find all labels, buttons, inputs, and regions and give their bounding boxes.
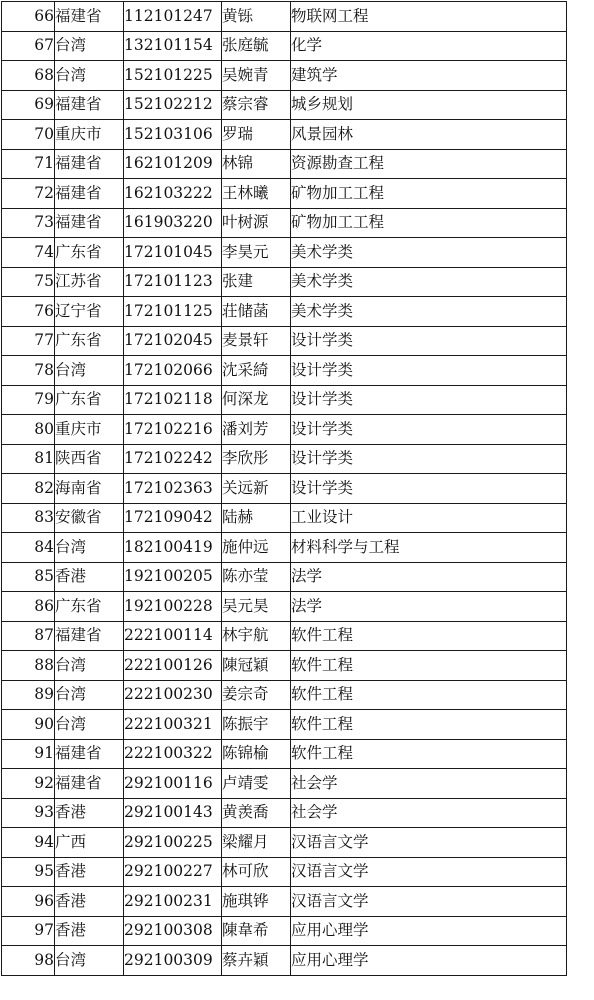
student-id-cell: 112101247 [124,2,222,32]
row-number: 82 [2,474,55,504]
table-row [2,474,567,504]
table-row [2,503,567,533]
roster-body [2,2,567,976]
province-cell: 台湾 [55,31,124,61]
table-row [2,90,567,120]
student-name-cell: 蔡宗睿 [222,90,291,120]
student-name-cell: 关远新 [222,474,291,504]
student-id-cell: 172101123 [124,267,222,297]
province-cell: 福建省 [55,149,124,179]
student-id-cell: 292100308 [124,916,222,946]
major-cell: 美术学类 [291,267,567,297]
student-name-cell: 叶树源 [222,208,291,238]
student-id-cell: 172109042 [124,503,222,533]
table-row [2,179,567,209]
province-cell: 广东省 [55,326,124,356]
student-name-cell: 李昊元 [222,238,291,268]
major-cell: 矿物加工工程 [291,208,567,238]
student-id-cell: 222100114 [124,621,222,651]
table-row [2,562,567,592]
province-cell: 台湾 [55,356,124,386]
row-number: 72 [2,179,55,209]
province-cell: 福建省 [55,2,124,32]
province-cell: 广东省 [55,238,124,268]
student-name-cell: 荘储菡 [222,297,291,327]
student-id-cell: 192100205 [124,562,222,592]
student-name-cell: 施琪铧 [222,887,291,917]
table-row [2,238,567,268]
province-cell: 重庆市 [55,415,124,445]
major-cell: 资源勘查工程 [291,149,567,179]
student-id-cell: 172102045 [124,326,222,356]
student-name-cell: 何深龙 [222,385,291,415]
student-id-cell: 152102212 [124,90,222,120]
row-number: 86 [2,592,55,622]
province-cell: 台湾 [55,710,124,740]
major-cell: 设计学类 [291,385,567,415]
student-name-cell: 潘刘芳 [222,415,291,445]
row-number: 92 [2,769,55,799]
province-cell: 福建省 [55,769,124,799]
major-cell: 法学 [291,562,567,592]
student-name-cell: 张庭毓 [222,31,291,61]
student-id-cell: 292100227 [124,857,222,887]
major-cell: 工业设计 [291,503,567,533]
row-number: 68 [2,61,55,91]
major-cell: 美术学类 [291,238,567,268]
province-cell: 广东省 [55,385,124,415]
row-number: 87 [2,621,55,651]
province-cell: 香港 [55,916,124,946]
row-number: 67 [2,31,55,61]
province-cell: 福建省 [55,179,124,209]
student-id-cell: 161903220 [124,208,222,238]
table-row [2,444,567,474]
student-name-cell: 黄铄 [222,2,291,32]
table-row [2,916,567,946]
row-number: 91 [2,739,55,769]
row-number: 83 [2,503,55,533]
province-cell: 台湾 [55,651,124,681]
row-number: 78 [2,356,55,386]
major-cell: 建筑学 [291,61,567,91]
province-cell: 台湾 [55,533,124,563]
table-row [2,415,567,445]
table-row [2,710,567,740]
student-name-cell: 林可欣 [222,857,291,887]
row-number: 98 [2,946,55,976]
student-name-cell: 吴元昊 [222,592,291,622]
table-row [2,798,567,828]
row-number: 79 [2,385,55,415]
major-cell: 设计学类 [291,415,567,445]
student-name-cell: 张建 [222,267,291,297]
student-id-cell: 172102216 [124,415,222,445]
table-row [2,356,567,386]
student-name-cell: 吴婉青 [222,61,291,91]
province-cell: 广东省 [55,592,124,622]
province-cell: 福建省 [55,90,124,120]
row-number: 81 [2,444,55,474]
table-row [2,739,567,769]
major-cell: 设计学类 [291,444,567,474]
student-name-cell: 陈亦莹 [222,562,291,592]
table-row [2,828,567,858]
row-number: 73 [2,208,55,238]
row-number: 85 [2,562,55,592]
student-roster-table [1,1,567,976]
row-number: 66 [2,2,55,32]
row-number: 69 [2,90,55,120]
major-cell: 软件工程 [291,621,567,651]
province-cell: 香港 [55,798,124,828]
student-id-cell: 292100309 [124,946,222,976]
major-cell: 社会学 [291,798,567,828]
province-cell: 台湾 [55,61,124,91]
major-cell: 软件工程 [291,651,567,681]
student-id-cell: 222100322 [124,739,222,769]
major-cell: 材料科学与工程 [291,533,567,563]
student-id-cell: 222100230 [124,680,222,710]
table-row [2,533,567,563]
row-number: 76 [2,297,55,327]
student-name-cell: 李欣彤 [222,444,291,474]
row-number: 89 [2,680,55,710]
major-cell: 矿物加工工程 [291,179,567,209]
major-cell: 社会学 [291,769,567,799]
student-name-cell: 姜宗奇 [222,680,291,710]
major-cell: 应用心理学 [291,916,567,946]
province-cell: 香港 [55,857,124,887]
student-name-cell: 卢靖雯 [222,769,291,799]
student-name-cell: 施仲远 [222,533,291,563]
major-cell: 汉语言文学 [291,828,567,858]
major-cell: 物联网工程 [291,2,567,32]
major-cell: 城乡规划 [291,90,567,120]
student-id-cell: 172102242 [124,444,222,474]
province-cell: 台湾 [55,680,124,710]
major-cell: 软件工程 [291,680,567,710]
table-row [2,651,567,681]
student-name-cell: 林宇航 [222,621,291,651]
student-id-cell: 152101225 [124,61,222,91]
table-row [2,2,567,32]
table-row [2,31,567,61]
row-number: 74 [2,238,55,268]
student-name-cell: 沈采綺 [222,356,291,386]
major-cell: 化学 [291,31,567,61]
row-number: 84 [2,533,55,563]
table-row [2,680,567,710]
student-id-cell: 292100225 [124,828,222,858]
student-name-cell: 陳冠穎 [222,651,291,681]
major-cell: 软件工程 [291,739,567,769]
row-number: 70 [2,120,55,150]
student-id-cell: 222100126 [124,651,222,681]
province-cell: 重庆市 [55,120,124,150]
student-name-cell: 罗瑞 [222,120,291,150]
province-cell: 香港 [55,562,124,592]
table-row [2,887,567,917]
student-name-cell: 王林曦 [222,179,291,209]
student-id-cell: 162103222 [124,179,222,209]
table-row [2,267,567,297]
major-cell: 应用心理学 [291,946,567,976]
table-row [2,385,567,415]
student-name-cell: 蔡卉穎 [222,946,291,976]
major-cell: 汉语言文学 [291,857,567,887]
province-cell: 江苏省 [55,267,124,297]
row-number: 95 [2,857,55,887]
student-id-cell: 132101154 [124,31,222,61]
province-cell: 广西 [55,828,124,858]
major-cell: 设计学类 [291,356,567,386]
student-id-cell: 182100419 [124,533,222,563]
student-name-cell: 陆赫 [222,503,291,533]
student-id-cell: 172102118 [124,385,222,415]
student-id-cell: 152103106 [124,120,222,150]
row-number: 80 [2,415,55,445]
student-name-cell: 陈锦榆 [222,739,291,769]
major-cell: 汉语言文学 [291,887,567,917]
student-name-cell: 梁耀月 [222,828,291,858]
student-id-cell: 192100228 [124,592,222,622]
table-row [2,946,567,976]
row-number: 77 [2,326,55,356]
student-id-cell: 172101125 [124,297,222,327]
province-cell: 香港 [55,887,124,917]
table-row [2,61,567,91]
table-row [2,857,567,887]
major-cell: 法学 [291,592,567,622]
province-cell: 福建省 [55,208,124,238]
major-cell: 设计学类 [291,474,567,504]
row-number: 93 [2,798,55,828]
row-number: 96 [2,887,55,917]
student-name-cell: 林锦 [222,149,291,179]
student-id-cell: 292100231 [124,887,222,917]
table-row [2,326,567,356]
student-id-cell: 292100143 [124,798,222,828]
major-cell: 美术学类 [291,297,567,327]
table-row [2,621,567,651]
student-name-cell: 陈振宇 [222,710,291,740]
row-number: 75 [2,267,55,297]
table-row [2,297,567,327]
table-row [2,208,567,238]
province-cell: 台湾 [55,946,124,976]
row-number: 94 [2,828,55,858]
province-cell: 陕西省 [55,444,124,474]
province-cell: 安徽省 [55,503,124,533]
student-id-cell: 292100116 [124,769,222,799]
student-name-cell: 陳韋希 [222,916,291,946]
table-row [2,120,567,150]
student-id-cell: 172102066 [124,356,222,386]
province-cell: 辽宁省 [55,297,124,327]
province-cell: 海南省 [55,474,124,504]
major-cell: 风景园林 [291,120,567,150]
major-cell: 软件工程 [291,710,567,740]
student-id-cell: 172102363 [124,474,222,504]
student-name-cell: 黄羡喬 [222,798,291,828]
student-id-cell: 172101045 [124,238,222,268]
student-id-cell: 162101209 [124,149,222,179]
row-number: 88 [2,651,55,681]
student-name-cell: 麦景轩 [222,326,291,356]
row-number: 90 [2,710,55,740]
table-row [2,769,567,799]
province-cell: 福建省 [55,621,124,651]
table-row [2,592,567,622]
row-number: 97 [2,916,55,946]
major-cell: 设计学类 [291,326,567,356]
province-cell: 福建省 [55,739,124,769]
student-id-cell: 222100321 [124,710,222,740]
row-number: 71 [2,149,55,179]
table-row [2,149,567,179]
